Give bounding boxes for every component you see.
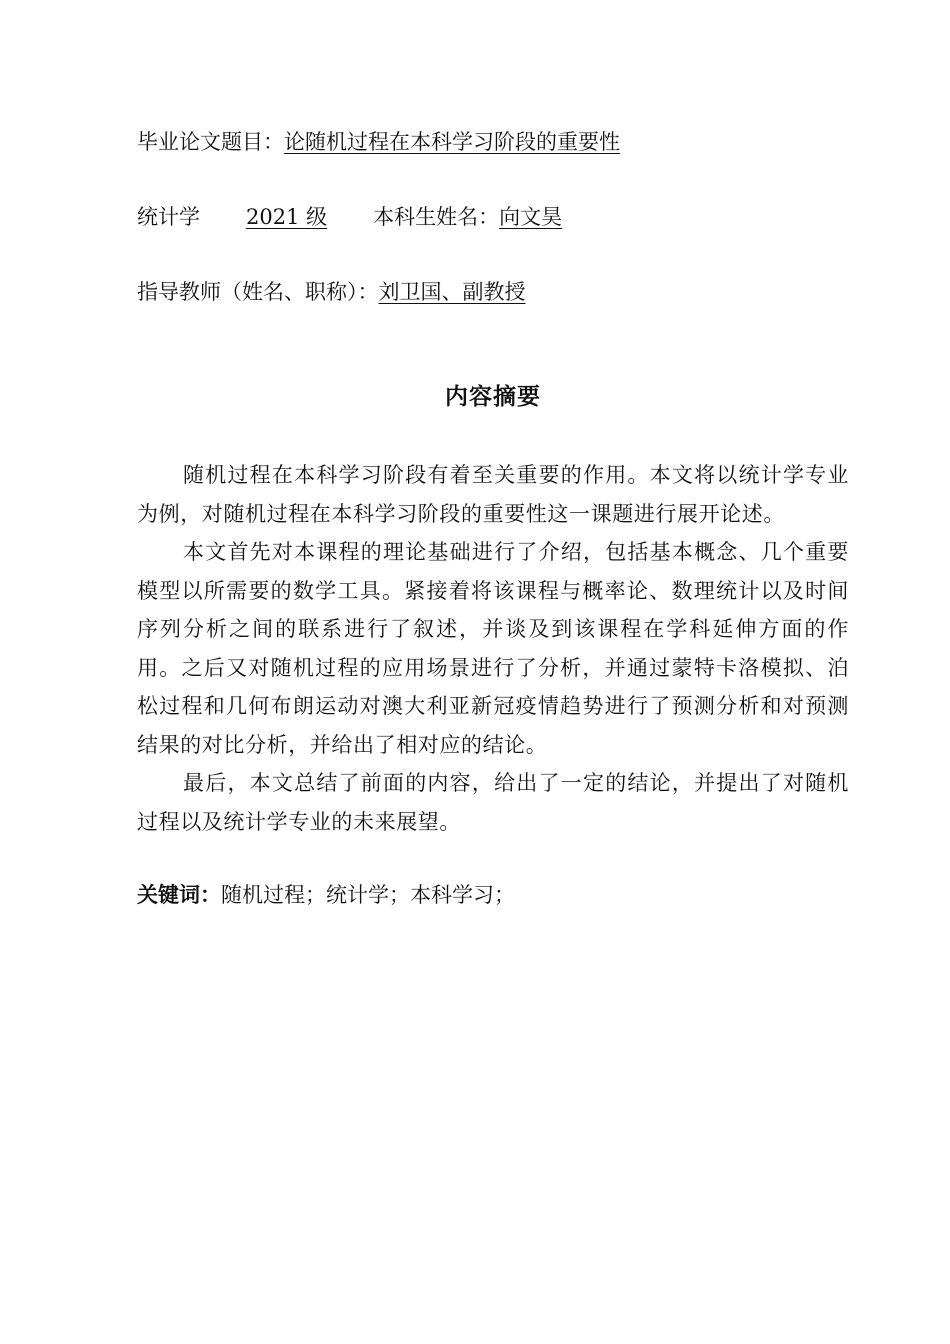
- advisor-value: 刘卫国、副教授: [378, 280, 526, 304]
- abstract-paragraph-2: 本文首先对本课程的理论基础进行了介绍，包括基本概念、几个重要模型以所需要的数学工具。紧接着将该课程与概率论、数理统计以及时间序列分析之间的联系进行了叙述，并谈及到该课程在学科延伸方面的作用。之后又对随机过程的应用场景进行了分析，并通过蒙特卡洛模拟、泊松过程和几何布朗运动对澳大利亚新冠疫情趋势进行了预测分析和对预测结果的对比分析，并给出了相对应的结论。: [137, 540, 849, 757]
- abstract-paragraph-1: 随机过程在本科学习阶段有着至关重要的作用。本文将以统计学专业为例，对随机过程在本科学习阶段的重要性这一课题进行展开论述。: [137, 463, 849, 526]
- thesis-title-label: 毕业论文题目：: [137, 130, 284, 154]
- major: 统计学: [137, 205, 200, 229]
- thesis-title-value: 论随机过程在本科学习阶段的重要性: [284, 130, 620, 154]
- abstract-body: [137, 456, 849, 841]
- keywords-value: 随机过程；统计学；本科学习；: [221, 883, 515, 907]
- student-name-value: 向文昊: [499, 205, 563, 229]
- advisor-line: [137, 277, 526, 307]
- student-info-line: [137, 202, 562, 232]
- abstract-heading: 内容摘要: [445, 384, 541, 410]
- keywords-label: 关键词：: [137, 883, 221, 907]
- abstract-paragraph-3: 最后，本文总结了前面的内容，给出了一定的结论，并提出了对随机过程以及统计学专业的未来展望。: [137, 771, 849, 834]
- thesis-title-line: [137, 127, 620, 157]
- keywords-line: [137, 880, 515, 910]
- grade: 2021 级: [246, 205, 328, 229]
- advisor-label: 指导教师（姓名、职称）：: [137, 280, 379, 304]
- student-name-label: 本科生姓名：: [373, 205, 500, 229]
